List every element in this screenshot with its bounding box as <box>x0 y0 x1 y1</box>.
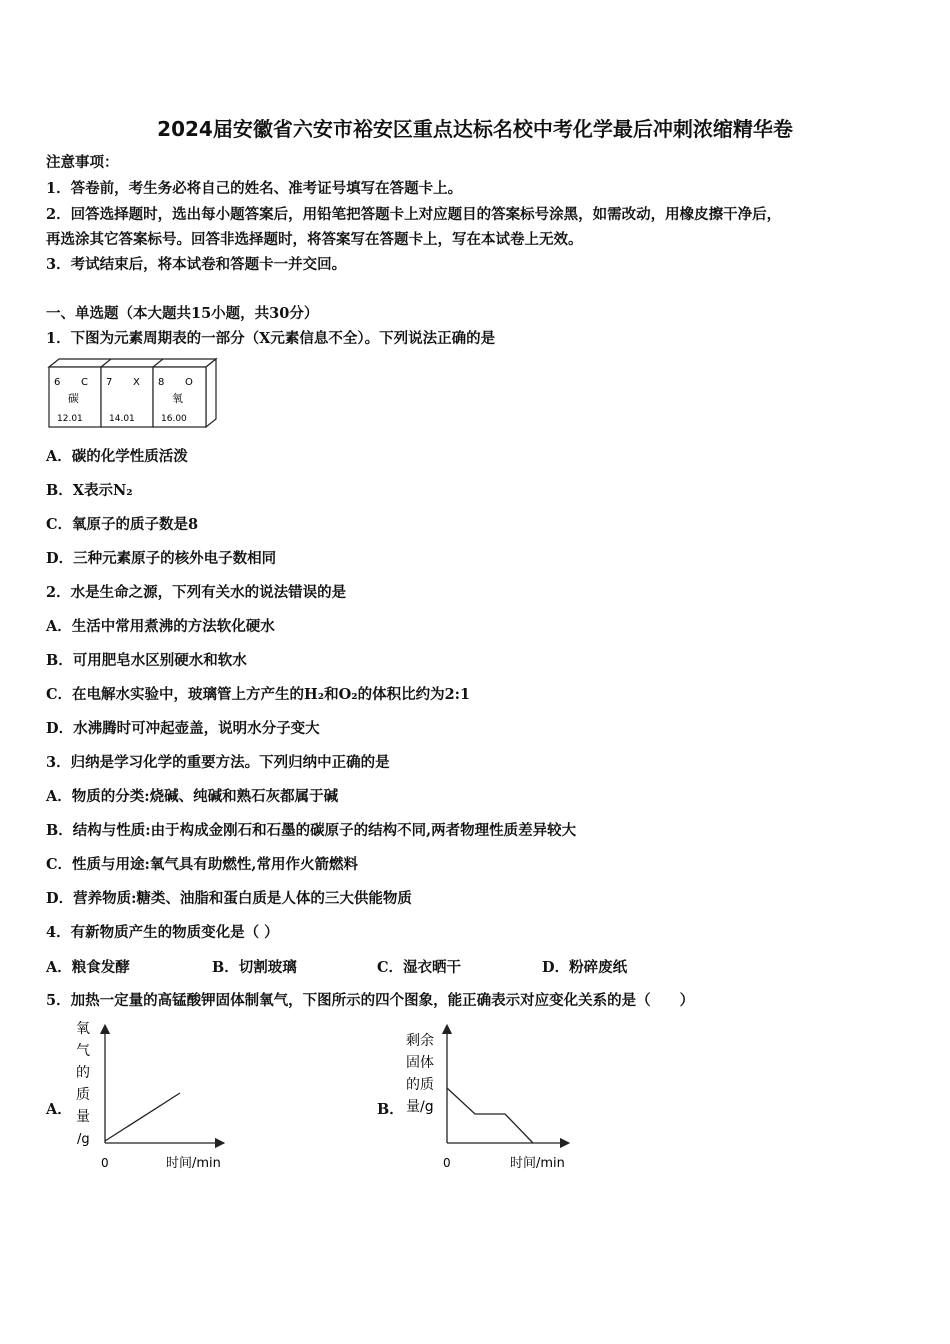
question-2-stem: 2．水是生命之源，下列有关水的说法错误的是 <box>46 584 347 601</box>
q4-option-d: D．粉碎废纸 <box>542 959 628 976</box>
notice-heading: 注意事项： <box>46 154 119 171</box>
notice-item: 再选涂其它答案标号。回答非选择题时，将答案写在答题卡上，写在本试卷上无效。 <box>46 231 583 248</box>
cell-symbol: O <box>185 377 193 388</box>
q4-option-b: B．切割玻璃 <box>212 959 297 976</box>
q5-option-a-label: A． <box>46 1101 72 1118</box>
q2-option-d: D．水沸腾时可冲起壶盖，说明水分子变大 <box>46 720 320 737</box>
graph-a <box>70 1015 240 1175</box>
question-1-stem: 1．下图为元素周期表的一部分（X元素信息不全）。下列说法正确的是 <box>46 330 496 347</box>
question-3-stem: 3．归纳是学习化学的重要方法。下列归纳中正确的是 <box>46 754 390 771</box>
q5-option-b-label: B． <box>377 1101 404 1118</box>
cell-mass: 16.00 <box>161 414 187 424</box>
q3-option-d: D．营养物质:糖类、油脂和蛋白质是人体的三大供能物质 <box>46 890 412 907</box>
graph-a-xlabel: 时间/min <box>166 1156 221 1171</box>
graph-a-ylabel: 的 <box>76 1065 90 1081</box>
cell-number: 7 <box>106 377 113 388</box>
graph-b-ylabel: 剩余 <box>406 1033 434 1049</box>
graph-a-ylabel: 气 <box>76 1043 90 1059</box>
graph-a-ylabel: /g <box>77 1132 90 1147</box>
graph-a-ylabel: 质 <box>76 1087 90 1103</box>
section-heading: 一、单选题（本大题共15小题，共30分） <box>46 305 319 322</box>
graph-b-ylabel: 的质 <box>406 1077 434 1093</box>
graph-a-origin: 0 <box>101 1156 109 1170</box>
cell-symbol: C <box>81 377 88 388</box>
q1-option-a: A．碳的化学性质活泼 <box>46 448 188 465</box>
notice-item: 3．考试结束后，将本试卷和答题卡一并交回。 <box>46 256 347 273</box>
cell-symbol: X <box>133 377 140 388</box>
q1-option-d: D．三种元素原子的核外电子数相同 <box>46 550 277 567</box>
cell-number: 6 <box>54 377 61 388</box>
graph-b-origin: 0 <box>443 1156 451 1170</box>
notice-item: 2．回答选择题时，选出每小题答案后，用铅笔把答题卡上对应题目的答案标号涂黑，如需改动，用橡皮擦干净后， <box>46 206 782 223</box>
notice-item: 1．答卷前，考生务必将自己的姓名、准考证号填写在答题卡上。 <box>46 180 463 197</box>
q4-option-a: A．粮食发酵 <box>46 959 130 976</box>
graph-b-ylabel: 量/g <box>406 1099 434 1115</box>
q2-option-c: C．在电解水实验中，玻璃管上方产生的H₂和O₂的体积比约为2:1 <box>46 686 471 703</box>
graph-b <box>400 1015 585 1175</box>
q3-option-c: C．性质与用途:氧气具有助燃性,常用作火箭燃料 <box>46 856 358 873</box>
q4-option-c: C．湿衣晒干 <box>377 959 462 976</box>
cell-mass: 12.01 <box>57 414 83 424</box>
graph-b-ylabel: 固体 <box>406 1055 434 1071</box>
q2-option-a: A．生活中常用煮沸的方法软化硬水 <box>46 618 275 635</box>
q3-option-a: A．物质的分类:烧碱、纯碱和熟石灰都属于碱 <box>46 788 339 805</box>
graph-a-curve <box>105 1093 180 1141</box>
q1-option-c: C．氧原子的质子数是8 <box>46 516 199 533</box>
cell-mass: 14.01 <box>109 414 135 424</box>
cell-name: 氧 <box>172 392 183 405</box>
cell-number: 8 <box>158 377 165 388</box>
graph-a-ylabel: 氧 <box>76 1021 90 1037</box>
q2-option-b: B．可用肥皂水区别硬水和软水 <box>46 652 247 669</box>
periodic-table-figure <box>46 357 221 429</box>
cell-name: 碳 <box>68 392 79 405</box>
q3-option-b: B．结构与性质:由于构成金刚石和石墨的碳原子的结构不同,两者物理性质差异较大 <box>46 822 577 839</box>
graph-b-xlabel: 时间/min <box>510 1156 565 1171</box>
question-4-stem: 4．有新物质产生的物质变化是（ ） <box>46 924 279 941</box>
page-title: 2024届安徽省六安市裕安区重点达标名校中考化学最后冲刺浓缩精华卷 <box>157 117 793 141</box>
question-5-stem: 5．加热一定量的高锰酸钾固体制氧气，下图所示的四个图象，能正确表示对应变化关系的是（ ） <box>46 992 695 1009</box>
q1-option-b: B．X表示N₂ <box>46 482 133 499</box>
graph-b-curve <box>447 1088 533 1143</box>
graph-a-ylabel: 量 <box>76 1109 90 1125</box>
